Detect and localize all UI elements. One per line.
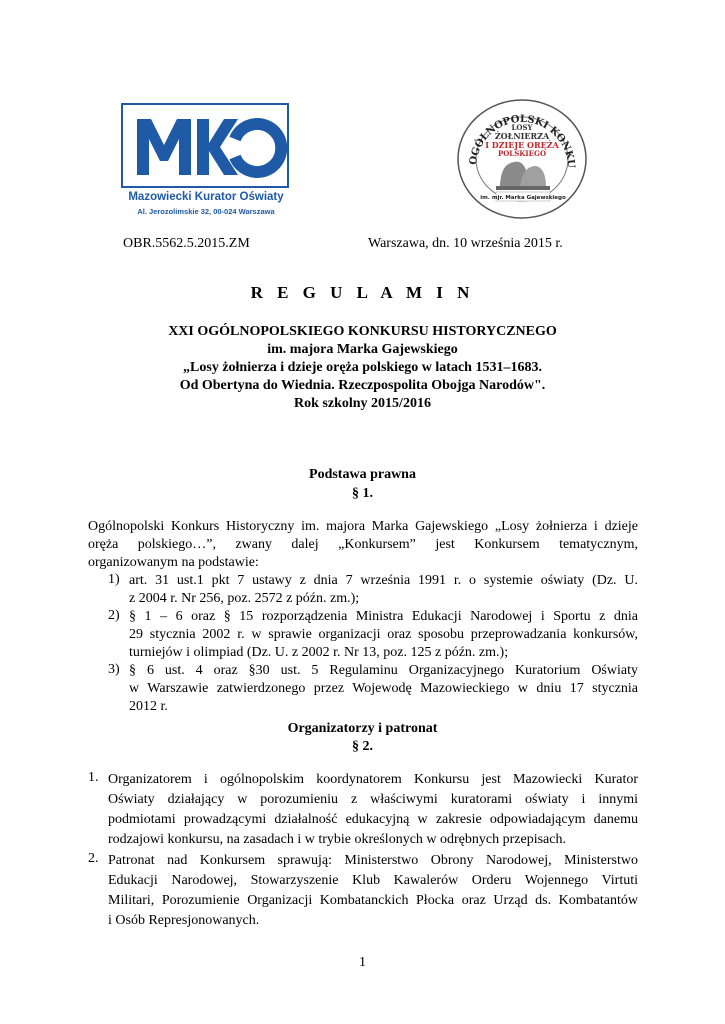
section-2-heading: Organizatorzy i patronat (287, 721, 438, 736)
list-marker: 1. (88, 770, 99, 785)
contest-logo (456, 98, 588, 220)
subtitle-line: Od Obertyna do Wiednia. Rzeczpospolita Obojga Narodów". (179, 378, 546, 393)
list-item-line: 29 stycznia 2002 r. w sprawie organizacji oraz sposobu przeprowadzania konkursów, (129, 627, 638, 642)
list-item-line: Organizatorem i ogólnopolskim koordynatorem Konkursu jest Mazowiecki Kurator (108, 772, 638, 787)
page-title: R E G U L A M I N (250, 283, 475, 302)
list-item-line: Edukacji Narodowej, Stowarzyszenie Klub Kawalerów Orderu Wojennego Virtuti (108, 873, 638, 888)
page-number: 1 (359, 955, 366, 970)
mko-address: Al. Jerozolimskie 32, 00-024 Warszawa (137, 207, 275, 216)
section-1-intro-line: Ogólnopolski Konkurs Historyczny im. majora Marka Gajewskiego „Losy żołnierza i dzieje (88, 519, 638, 534)
seal-line-2: ŻOŁNIERZA (494, 131, 550, 141)
subtitle-line: XXI OGÓLNOPOLSKIEGO KONKURSU HISTORYCZNEGO (168, 324, 557, 339)
list-item-line: w Warszawie zatwierdzonego przez Wojewodę Mazowieckiego w dniu 17 stycznia (129, 681, 638, 696)
list-item-line: § 6 ust. 4 oraz §30 ust. 5 Regulaminu Organizacyjnego Kuratorium Oświaty (129, 663, 638, 678)
list-item-line: turniejów i olimpiad (Dz. U. z 2002 r. Nr 13, poz. 125 z późn. zm.); (129, 645, 509, 660)
seal-ring-text: OGÓLNOPOLSKI KONKU (467, 113, 577, 169)
seal-line-1: LOSY (511, 123, 533, 132)
list-marker: 1) (108, 572, 120, 587)
subtitle-line: Rok szkolny 2015/2016 (294, 396, 431, 411)
mko-letters-graphic (123, 105, 287, 186)
list-item-line: § 1 – 6 oraz § 15 rozporządzenia Ministra Edukacji Narodowej i Sportu z dnia (129, 609, 638, 624)
mko-logo-frame (121, 103, 289, 188)
list-item-line: Oświaty działający w porozumieniu z właściwymi kuratorami oświaty i innymi (108, 792, 638, 807)
document-reference: OBR.5562.5.2015.ZM (123, 236, 250, 251)
list-item-line: i Osób Represjonowanych. (108, 913, 260, 928)
section-1-number: § 1. (352, 486, 373, 501)
seal-line-3: I DZIEJE ORĘŻA (485, 140, 559, 150)
document-date: Warszawa, dn. 10 września 2015 r. (368, 236, 563, 251)
subtitle-line: im. majora Marka Gajewskiego (267, 342, 458, 357)
list-item-line: Militari, Porozumienie Organizacji Kombatanckich Płocka oraz Urząd ds. Kombatantów (108, 893, 638, 908)
section-1-intro-line: oręża polskiego…”, zwany dalej „Konkursem” jest Konkursem tematycznym, (88, 537, 638, 552)
seal-line-4: POLSKIEGO (497, 149, 547, 158)
mko-name: Mazowiecki Kurator Oświaty (128, 191, 284, 203)
list-item-line: art. 31 ust.1 pkt 7 ustawy z dnia 7 września 1991 r. o systemie oświaty (Dz. U. (129, 573, 638, 588)
list-item-line: podmiotami prowadzącymi działalność edukacyjną w zakresie odpowiadającym danemu (108, 812, 638, 827)
list-item-line: rodzajowi konkursu, na zasadach i w trybie określonych w odrębnych przepisach. (108, 832, 566, 847)
section-1-intro-line: organizowanym na podstawie: (88, 555, 259, 570)
list-marker: 2. (88, 851, 99, 866)
contest-seal-graphic (456, 98, 588, 220)
list-marker: 3) (108, 662, 120, 677)
section-1-heading: Podstawa prawna (309, 467, 416, 482)
list-marker: 2) (108, 608, 120, 623)
list-item-line: Patronat nad Konkursem sprawują: Ministerstwo Obrony Narodowej, Ministerstwo (108, 853, 638, 868)
seal-patron: im. mjr. Marka Gajewskiego (480, 195, 566, 201)
list-item-line: z 2004 r. Nr 256, poz. 2572 z późn. zm.); (129, 591, 360, 606)
section-2-number: § 2. (352, 739, 373, 754)
mko-logo (121, 103, 291, 218)
list-item-line: 2012 r. (129, 699, 168, 714)
subtitle-line: „Losy żołnierza i dzieje oręża polskiego w latach 1531–1683. (183, 360, 542, 375)
